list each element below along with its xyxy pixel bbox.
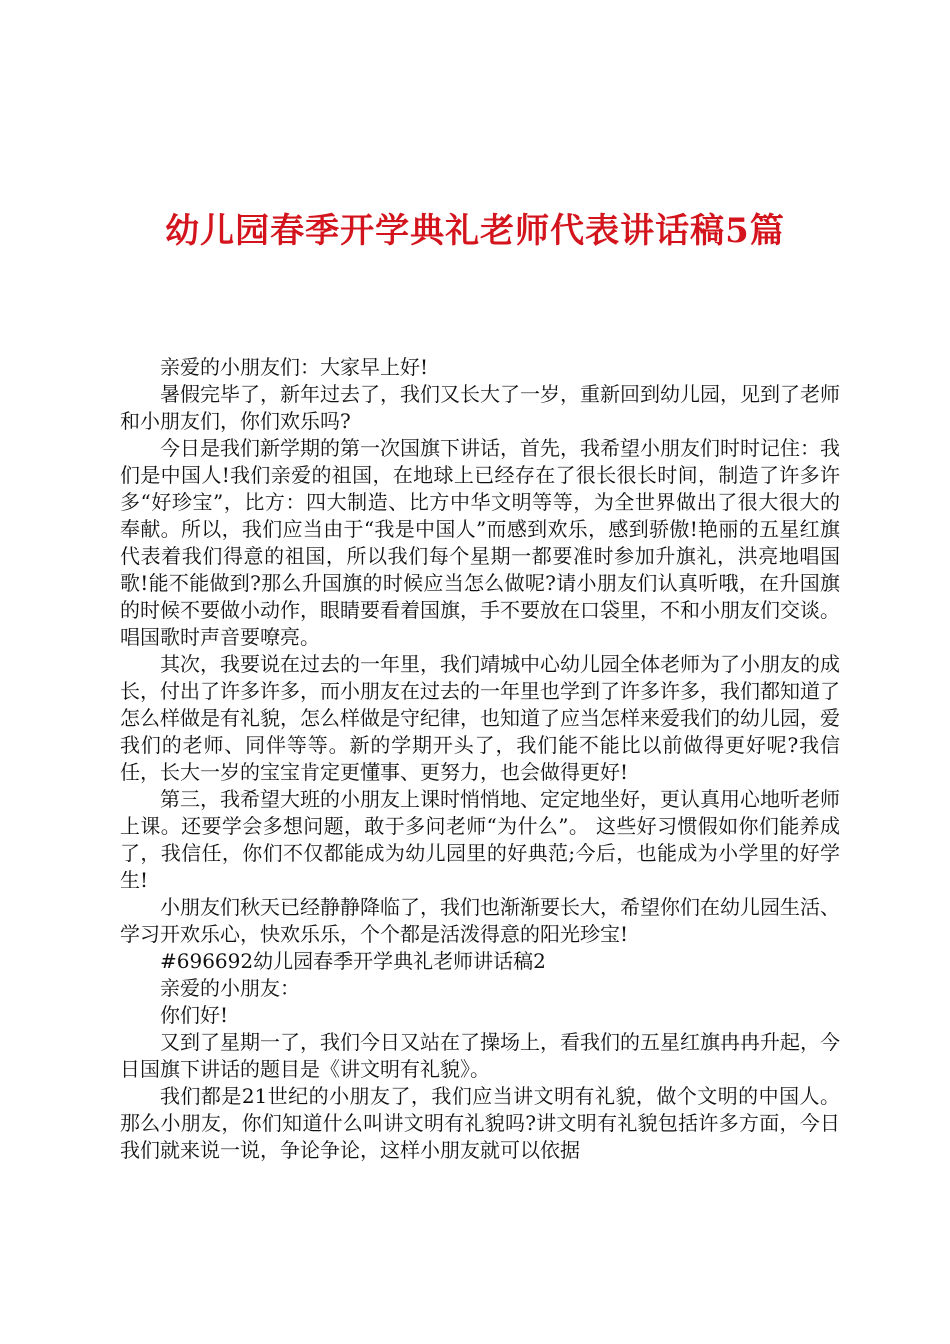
paragraph: 暑假完毕了，新年过去了，我们又长大了一岁，重新回到幼儿园，见到了老师和小朋友们，你们欢乐吗?	[120, 382, 840, 433]
paragraph: 其次，我要说在过去的一年里，我们靖城中心幼儿园全体老师为了小朋友的成长，付出了许多许多，而小朋友在过去的一年里也学到了许多许多，我们都知道了怎么样做是有礼貌，怎么样做是守纪律，也知道了应当怎样来爱我们的幼儿园，爱我们的老师、同伴等等。新的学期开头了，我们能不能比以前做得更好呢?我信任，长大一岁的宝宝肯定更懂事、更努力，也会做得更好!	[120, 652, 840, 784]
paragraph: 你们好!	[160, 1003, 229, 1027]
document-title: 幼儿园春季开学典礼老师代表讲话稿5篇	[165, 211, 785, 251]
paragraph: 我们都是21世纪的小朋友了，我们应当讲文明有礼貌，做个文明的中国人。那么小朋友，你们知道什么叫讲文明有礼貌吗?讲文明有礼貌包括许多方面，今日我们就来说一说，争论争论，这样小朋友就可以依据	[120, 1084, 840, 1162]
paragraph: 第三，我希望大班的小朋友上课时悄悄地、定定地坐好，更认真用心地听老师上课。还要学会多想问题，敢于多问老师“为什么”。 这些好习惯假如你们能养成了，我信任，你们不仅都能成为幼儿园里的好典范;今后，也能成为小学里的好学生!	[120, 787, 840, 892]
paragraph: 小朋友们秋天已经静静降临了，我们也渐渐要长大，希望你们在幼儿园生活、学习开欢乐心，快欢乐乐，个个都是活泼得意的阳光珍宝!	[120, 895, 840, 946]
paragraph: 又到了星期一了，我们今日又站在了操场上，看我们的五星红旗冉冉升起，今日国旗下讲话的题目是《讲文明有礼貌》。	[120, 1030, 840, 1081]
document-body	[120, 354, 840, 1164]
section-heading: #696692幼儿园春季开学典礼老师讲话稿2	[160, 949, 546, 973]
paragraph: 亲爱的小朋友们：大家早上好!	[160, 355, 429, 379]
paragraph: 亲爱的小朋友：	[160, 976, 300, 1000]
paragraph: 今日是我们新学期的第一次国旗下讲话，首先，我希望小朋友们时时记住：我们是中国人!我们亲爱的祖国，在地球上已经存在了很长很长时间，制造了许多许多“好珍宝”，比方：四大制造、比方中华文明等等，为全世界做出了很大很大的奉献。所以，我们应当由于“我是中国人”而感到欢乐，感到骄傲!艳丽的五星红旗代表着我们得意的祖国，所以我们每个星期一都要准时参加升旗礼，洪亮地唱国歌!能不能做到?那么升国旗的时候应当怎么做呢?请小朋友们认真听哦，在升国旗的时候不要做小动作，眼睛要看着国旗，手不要放在口袋里，不和小朋友们交谈。唱国歌时声音要嘹亮。	[120, 436, 840, 649]
